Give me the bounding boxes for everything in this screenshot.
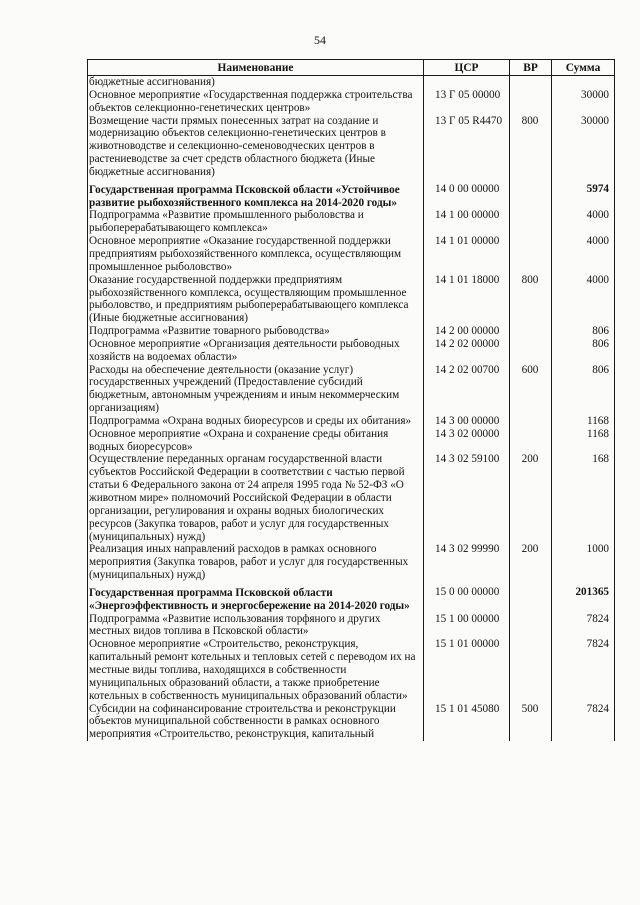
- table-row: [88, 364, 615, 415]
- table-row: [88, 274, 615, 325]
- row-csr: 14 2 02 00700: [424, 364, 510, 415]
- row-vr: [510, 209, 552, 235]
- budget-table: [87, 59, 615, 741]
- row-csr: 14 3 00 00000: [424, 415, 510, 428]
- row-csr: 15 1 01 00000: [424, 638, 510, 702]
- row-csr: 13 Г 05 R4470: [424, 115, 510, 179]
- table-row: [88, 638, 615, 702]
- row-sum: 806: [552, 364, 615, 415]
- row-sum: 4000: [552, 274, 615, 325]
- row-vr: [510, 338, 552, 364]
- row-name: Государственная программа Псковской области «Энергоэффективность и энергосбережение на 2014-2020 годы»: [88, 582, 424, 613]
- row-vr: 800: [510, 274, 552, 325]
- table-body: [88, 76, 615, 742]
- row-csr: 14 3 02 99990: [424, 543, 510, 582]
- row-sum: 201365: [552, 582, 615, 613]
- table-header: [88, 60, 615, 76]
- table-row: [88, 209, 615, 235]
- row-csr: 15 1 01 45080: [424, 703, 510, 742]
- row-name: Подпрограмма «Развитие товарного рыбоводства»: [88, 325, 424, 338]
- row-csr: 14 3 02 59100: [424, 453, 510, 543]
- table-row: [88, 76, 615, 89]
- row-sum: 7824: [552, 613, 615, 639]
- row-vr: [510, 638, 552, 702]
- row-name: бюджетные ассигнования): [88, 76, 424, 89]
- row-vr: 500: [510, 703, 552, 742]
- row-csr: 14 2 00 00000: [424, 325, 510, 338]
- row-csr: 14 3 02 00000: [424, 428, 510, 454]
- row-sum: 1000: [552, 543, 615, 582]
- row-csr: [424, 76, 510, 89]
- row-name: Государственная программа Псковской области «Устойчивое развитие рыбохозяйственного комплекса на 2014-2020 годы»: [88, 179, 424, 210]
- row-csr: 14 1 00 00000: [424, 209, 510, 235]
- row-sum: 30000: [552, 115, 615, 179]
- row-sum: 7824: [552, 703, 615, 742]
- row-name: Реализация иных направлений расходов в рамках основного мероприятия (Закупка товаров, работ и услуг для государственных (муниципальных) нужд): [88, 543, 424, 582]
- row-sum: 806: [552, 338, 615, 364]
- row-csr: 14 2 02 00000: [424, 338, 510, 364]
- row-name: Подпрограмма «Развитие промышленного рыболовства и рыбоперерабатывающего комплекса»: [88, 209, 424, 235]
- table-row: [88, 582, 615, 613]
- row-vr: 200: [510, 453, 552, 543]
- row-vr: [510, 613, 552, 639]
- row-sum: 4000: [552, 235, 615, 274]
- row-sum: 806: [552, 325, 615, 338]
- row-name: Основное мероприятие «Организация деятельности рыбоводных хозяйств на водоемах области»: [88, 338, 424, 364]
- row-sum: [552, 76, 615, 89]
- row-vr: [510, 89, 552, 115]
- row-csr: 14 1 01 00000: [424, 235, 510, 274]
- row-csr: 15 0 00 00000: [424, 582, 510, 613]
- row-vr: [510, 415, 552, 428]
- row-sum: 5974: [552, 179, 615, 210]
- header-row: [88, 60, 615, 76]
- row-vr: 200: [510, 543, 552, 582]
- row-name: Расходы на обеспечение деятельности (оказание услуг) государственных учреждений (Предоставление субсидий бюджетным, автономным учреждениям и иным некоммерческим организациям): [88, 364, 424, 415]
- row-vr: 800: [510, 115, 552, 179]
- table-row: [88, 453, 615, 543]
- row-vr: [510, 179, 552, 210]
- table-row: [88, 428, 615, 454]
- row-name: Основное мероприятие «Охрана и сохранение среды обитания водных биоресурсов»: [88, 428, 424, 454]
- row-name: Основное мероприятие «Оказание государственной поддержки предприятиям рыбохозяйственного комплекса, осуществляющим промышленное рыболовство»: [88, 235, 424, 274]
- row-sum: 168: [552, 453, 615, 543]
- row-vr: [510, 325, 552, 338]
- row-vr: [510, 235, 552, 274]
- header-name: Наименование: [88, 60, 424, 76]
- table-row: [88, 235, 615, 274]
- header-sum: Сумма: [552, 60, 615, 76]
- row-sum: 30000: [552, 89, 615, 115]
- row-csr: 14 0 00 00000: [424, 179, 510, 210]
- table-row: [88, 338, 615, 364]
- row-vr: [510, 582, 552, 613]
- row-name: Оказание государственной поддержки предприятиям рыбохозяйственного комплекса, осуществляющим промышленное рыболовство, и предприятиям рыбоперерабатывающего комплекса (Иные бюджетные ассигнования): [88, 274, 424, 325]
- row-name: Подпрограмма «Охрана водных биоресурсов и среды их обитания»: [88, 415, 424, 428]
- table-row: [88, 115, 615, 179]
- table-row: [88, 89, 615, 115]
- table-row: [88, 613, 615, 639]
- header-csr: ЦСР: [424, 60, 510, 76]
- row-name: Возмещение части прямых понесенных затрат на создание и модернизацию объектов селекционно-генетических центров в животноводстве и селекционно-семеноводческих центров в растениеводстве за счет средств областного бюджета (Иные бюджетные ассигнования): [88, 115, 424, 179]
- table-row: [88, 703, 615, 742]
- row-sum: 1168: [552, 428, 615, 454]
- row-csr: 14 1 01 18000: [424, 274, 510, 325]
- table-row: [88, 325, 615, 338]
- row-vr: [510, 76, 552, 89]
- page-number: 54: [314, 33, 326, 47]
- table-row: [88, 543, 615, 582]
- row-name: Осуществление переданных органам государственной власти субъектов Российской Федерации в соответствии с частью первой статьи 6 Федерального закона от 24 апреля 1995 года № 52-ФЗ «О животном мире» полномочий Российской Федерации в области организации, регулирования и охраны водных биологических ресурсов (Закупка товаров, работ и услуг для государственных (муниципальных) нужд): [88, 453, 424, 543]
- table-row: [88, 179, 615, 210]
- row-vr: 600: [510, 364, 552, 415]
- row-name: Основное мероприятие «Государственная поддержка строительства объектов селекционно-генетических центров»: [88, 89, 424, 115]
- row-sum: 7824: [552, 638, 615, 702]
- header-vr: ВР: [510, 60, 552, 76]
- row-name: Основное мероприятие «Строительство, реконструкция, капитальный ремонт котельных и тепловых сетей с переводом их на местные виды топлива, находящихся в собственности муниципальных образований области, а также приобретение котельных в собственность муниципальных образований области»: [88, 638, 424, 702]
- row-name: Подпрограмма «Развитие использования торфяного и других местных видов топлива в Псковской области»: [88, 613, 424, 639]
- row-sum: 1168: [552, 415, 615, 428]
- row-csr: 15 1 00 00000: [424, 613, 510, 639]
- row-csr: 13 Г 05 00000: [424, 89, 510, 115]
- row-name: Субсидии на софинансирование строительства и реконструкции объектов муниципальной собственности в рамках основного мероприятия «Строительство, реконструкция, капитальный: [88, 703, 424, 742]
- row-vr: [510, 428, 552, 454]
- row-sum: 4000: [552, 209, 615, 235]
- table-row: [88, 415, 615, 428]
